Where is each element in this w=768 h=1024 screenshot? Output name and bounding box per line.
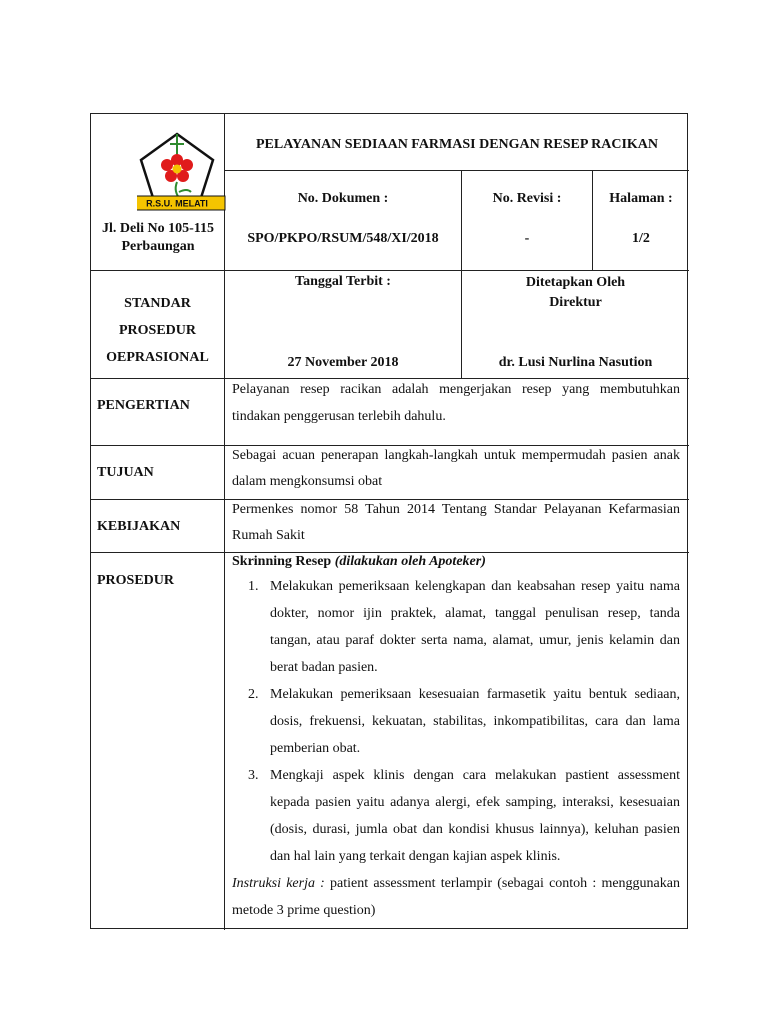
- step-number: 3.: [248, 768, 259, 783]
- prosedur-heading-note: (dilakukan oleh Apoteker): [334, 554, 486, 569]
- spo-line-2: PROSEDUR: [118, 323, 196, 338]
- instruksi-text: patient assessment terlampir (sebagai contoh : menggunakan metode 3 prime question): [232, 876, 680, 918]
- prosedur-steps: [232, 573, 680, 870]
- ditetapkan-line-1: Ditetapkan Oleh: [525, 275, 626, 290]
- step-text: Melakukan pemeriksaan kelengkapan dan keabsahan resep yaitu nama dokter, nomor ijin praktek, alamat, tanggal penulisan resep, tanda tangan, atau paraf dokter serta nama, alamat, umur, jenis kelamin dan berat badan pasien.: [270, 579, 680, 675]
- document-title: PELAYANAN SEDIAAN FARMASI DENGAN RESEP RACIKAN: [255, 137, 659, 152]
- hospital-address: Jl. Deli No 105-115 Perbaungan: [102, 221, 214, 254]
- list-item: [232, 681, 680, 762]
- step-number: 1.: [248, 579, 259, 594]
- instruksi-kerja: [232, 870, 680, 924]
- prosedur-content: [232, 551, 680, 924]
- divider: [592, 170, 593, 270]
- tanggal-terbit-label: Tanggal Terbit :: [295, 274, 391, 289]
- instruksi-label: Instruksi kerja :: [232, 876, 325, 891]
- step-text: Mengkaji aspek klinis dengan cara melakukan pastient assessment kepada pasien yaitu adanya alergi, efek samping, interaksi, kesesuaian (dosis, durasi, jumla obat dan kondisi khusus lainnya), keluhan pasien dan hal lain yang terkait dengan kajian aspek klinis.: [270, 768, 680, 864]
- kebijakan-text: Permenkes nomor 58 Tahun 2014 Tentang Standar Pelayanan Kefarmasian Rumah Sakit: [232, 502, 680, 543]
- no-revisi-value: -: [524, 231, 530, 246]
- spo-line-1: STANDAR: [124, 296, 191, 311]
- no-revisi-label: No. Revisi :: [492, 191, 562, 206]
- halaman-label: Halaman :: [609, 191, 673, 206]
- hospital-badge-text: R.S.U. MELATI: [146, 198, 208, 209]
- spo-line-3: OEPRASIONAL: [106, 350, 209, 365]
- ditetapkan-line-2: Direktur: [549, 295, 602, 310]
- pengertian-text: Pelayanan resep racikan adalah mengerjakan resep yang membutuhkan tindakan penggerusan terlebih dahulu.: [232, 382, 680, 424]
- ditetapkan-label: [462, 273, 689, 313]
- tanggal-terbit-value: 27 November 2018: [287, 355, 399, 370]
- pengertian-label: PENGERTIAN: [97, 398, 190, 413]
- step-number: 2.: [248, 687, 259, 702]
- kebijakan-label: KEBIJAKAN: [97, 519, 181, 534]
- prosedur-label: PROSEDUR: [97, 573, 175, 588]
- direktur-name: dr. Lusi Nurlina Nasution: [498, 355, 653, 370]
- tujuan-text: Sebagai acuan penerapan langkah-langkah untuk mempermudah pasien anak dalam mengkonsumsi obat: [232, 448, 680, 489]
- no-dokumen-value: SPO/PKPO/RSUM/548/XI/2018: [247, 231, 439, 246]
- list-item: [232, 573, 680, 681]
- hospital-logo: [137, 130, 229, 222]
- halaman-value: 1/2: [632, 231, 650, 246]
- prosedur-heading: Skrinning Resep: [232, 554, 332, 569]
- divider: [224, 170, 689, 171]
- step-text: Melakukan pemeriksaan kesesuaian farmasetik yaitu bentuk sediaan, dosis, frekuensi, kekuatan, stabilitas, inkompatibilitas, cara dan lama pemberian obat.: [270, 687, 680, 756]
- list-item: [232, 762, 680, 870]
- tujuan-label: TUJUAN: [97, 465, 154, 480]
- no-dokumen-label: No. Dokumen :: [297, 191, 389, 206]
- spo-label: [91, 290, 224, 371]
- divider: [91, 270, 689, 271]
- sop-document: [90, 113, 688, 929]
